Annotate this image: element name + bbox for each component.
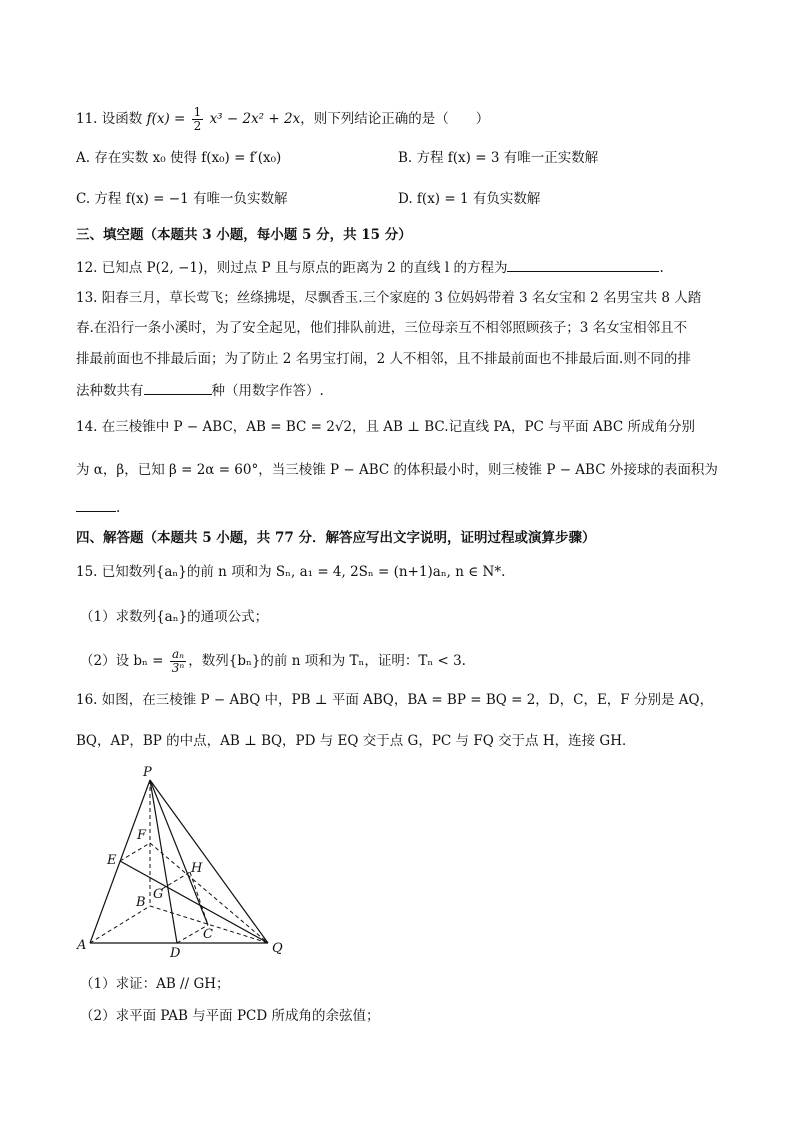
label-C: C	[203, 927, 213, 942]
q13-answer-blank	[144, 380, 212, 395]
label-E: E	[107, 853, 117, 868]
section4-heading: 四、解答题（本题共 5 小题，共 77 分．解答应写出文字说明，证明过程或演算步骤）	[76, 530, 596, 546]
q11-option-b: B. 方程 f(x) = 3 有唯一正实数解	[398, 150, 599, 166]
q11-option-d: D. f(x) = 1 有负实数解	[398, 191, 541, 207]
q16-line2: BQ，AP，BP 的中点，AB ⊥ BQ，PD 与 EQ 交于点 G，PC 与 FQ 交于点 H，连接 GH．	[76, 733, 636, 749]
tetrahedron-figure	[70, 762, 300, 962]
edge-EF	[120, 843, 150, 861]
q12-stem: 12. 已知点 P(2, −1)，则过点 P 且与原点的距离为 2 的直线 l 的方程为	[76, 260, 508, 276]
label-G: G	[153, 887, 164, 902]
label-B: B	[136, 895, 146, 910]
q15-part2-pre: （2）设 bₙ =	[80, 653, 164, 669]
edge-PQ	[150, 780, 268, 943]
q13-line4-post: 种（用数字作答）.	[211, 383, 324, 399]
q11-number: 11.	[76, 111, 98, 127]
edge-PD	[150, 780, 177, 943]
q13-line4-pre: 法种数共有	[76, 383, 144, 399]
q16-line1: 16. 如图，在三棱锥 P − ABQ 中，PB ⊥ 平面 ABQ，BA = BP = BQ = 2，D，C，E，F 分别是 AQ，	[76, 692, 714, 708]
q11-option-a: A. 存在实数 x₀ 使得 f(x₀) = f′(x₀)	[76, 150, 282, 166]
q11-stem	[76, 106, 489, 133]
q13-line4	[76, 380, 324, 401]
edge-AB	[90, 906, 150, 943]
q11-frac-num: 1	[193, 105, 202, 119]
q15-part2	[80, 648, 466, 675]
label-H: H	[191, 861, 203, 876]
q16-part2: （2）求平面 PAB 与平面 PCD 所成角的余弦值；	[80, 1008, 380, 1024]
q13-line1: 13. 阳春三月，草长莺飞；丝绦拂堤，尽飘香玉.三个家庭的 3 位妈妈带着 3 名女宝和 2 名男宝共 8 人踏	[76, 290, 702, 306]
label-Q: Q	[272, 941, 283, 956]
q14-answer-blank	[76, 497, 116, 512]
section3-heading: 三、填空题（本题共 3 小题，每小题 5 分，共 15 分）	[76, 227, 412, 243]
q11-func-rhs: x³ − 2x² + 2x	[209, 111, 301, 127]
q14-line1: 14. 在三棱锥中 P − ABC，AB = BC = 2√2，且 AB ⊥ BC.记直线 PA，PC 与平面 ABC 所成角分别	[76, 419, 695, 435]
q15-frac-num: aₙ	[170, 648, 187, 662]
q14-line3	[76, 497, 120, 518]
q14-line2: 为 α，β，已知 β = 2α = 60°，当三棱锥 P − ABC 的体积最小时，则三棱锥 P − ABC 外接球的表面积为	[76, 462, 718, 478]
q11-fraction	[192, 106, 204, 133]
q15-stem: 15. 已知数列{aₙ}的前 n 项和为 Sₙ, a₁ = 4, 2Sₙ = (n+1)aₙ, n ∈ N*.	[76, 564, 506, 580]
label-A: A	[77, 938, 87, 953]
q12-text	[76, 257, 664, 278]
edge-PC	[150, 780, 208, 925]
q15-fraction	[170, 648, 187, 675]
label-D: D	[170, 946, 181, 961]
q11-frac-den: 2	[193, 119, 202, 133]
label-P: P	[143, 765, 152, 780]
q15-part2-post: ，数列{bₙ}的前 n 项和为 Tₙ，证明：Tₙ < 3.	[188, 653, 466, 669]
label-F: F	[137, 828, 147, 843]
q15-frac-den: 3ⁿ	[171, 661, 185, 675]
q11-func-lhs: f(x) =	[146, 111, 186, 127]
q11-option-c: C. 方程 f(x) = −1 有唯一负实数解	[76, 191, 288, 207]
q13-line3: 排最前面也不排最后面；为了防止 2 名男宝打闹，2 人不相邻，且不排最前面也不排最后面.则不同的排	[76, 351, 691, 367]
q11-stem-pre: 设函数	[101, 111, 143, 127]
q12-end: .	[659, 260, 664, 276]
q15-part1: （1）求数列{aₙ}的通项公式；	[80, 609, 269, 625]
q12-answer-blank	[507, 257, 659, 272]
q11-stem-post: ，则下列结论正确的是（ ）	[300, 111, 490, 127]
q13-line2: 春.在沿行一条小溪时，为了安全起见，他们排队前进，三位母亲互不相邻照顾孩子；3 名女宝相邻且不	[76, 320, 688, 336]
q16-part1: （1）求证：AB // GH；	[80, 976, 230, 992]
q14-end: .	[116, 500, 121, 516]
